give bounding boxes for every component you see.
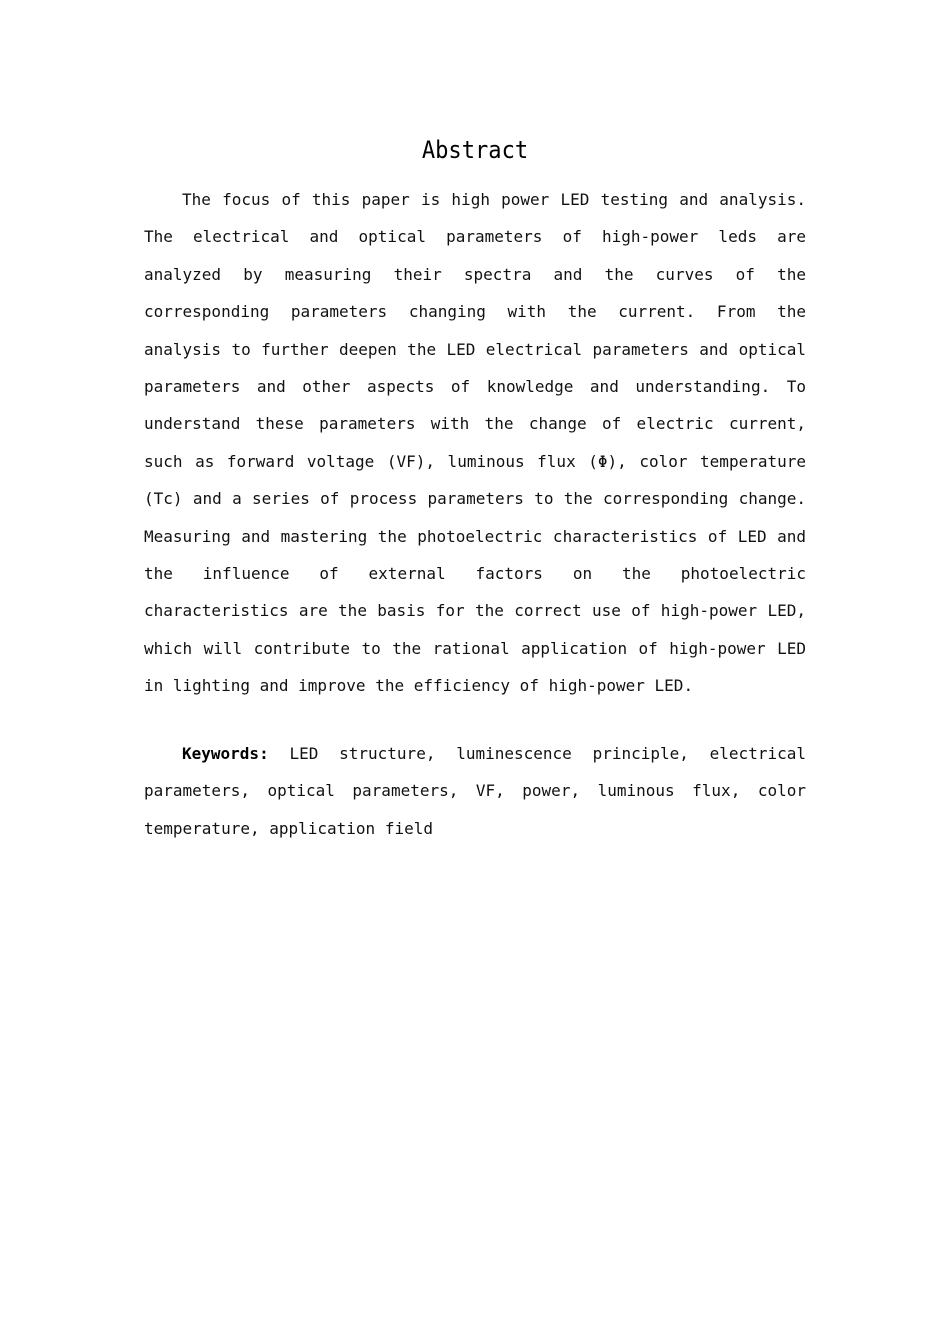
abstract-text: The focus of this paper is high power LED testing and analysis. The electrical and optical parameters of high-power leds are analyzed by measuring their spectra and the curves of the corresponding parameters changing with the current. From the analysis to further deepen the LED electrical parameters and optical parameters and other aspects of knowledge and understanding. To understand these parameters with the change of electric current, such as forward voltage (VF), luminous flux (Φ), color temperature (Tc) and a series of process parameters to the corresponding change. Measuring and mastering the photoelectric characteristics of LED and the influence of external factors on the photoelectric characteristics are the basis for the correct use of high-power LED, which will contribute to the rational application of high-power LED in lighting and improve the efficiency of high-power LED.	[144, 190, 806, 696]
keywords-label: Keywords:	[182, 744, 269, 763]
abstract-paragraph	[144, 181, 806, 705]
keywords-text: LED structure, luminescence principle, electrical parameters, optical parameters, VF, power, luminous flux, color temperature, application field	[144, 744, 806, 838]
abstract-title: Abstract	[421, 136, 529, 164]
keywords-paragraph	[144, 735, 806, 847]
